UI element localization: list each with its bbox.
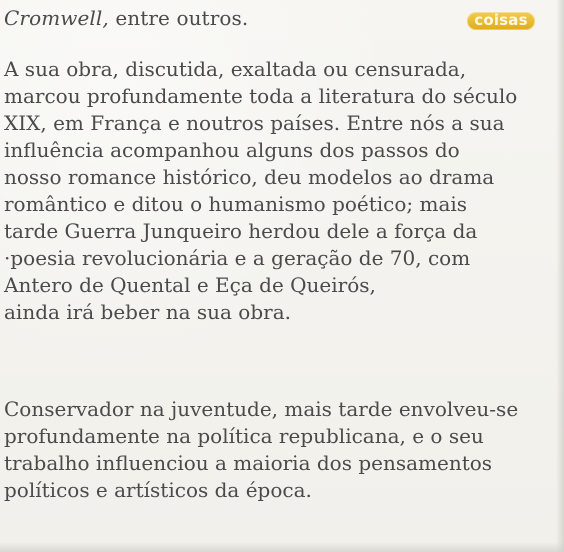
section-badge-label: coisas	[474, 11, 528, 29]
section-badge	[467, 12, 535, 30]
opening-line	[4, 4, 248, 32]
paragraph-1-line: marcou profundamente toda a literatura do século	[4, 84, 518, 108]
paragraph-1-line: ·poesia revolucionária e a geração de 70, com	[4, 246, 471, 270]
paragraph-1-line: nosso romance histórico, deu modelos ao drama	[4, 165, 495, 189]
paragraph-2-line: profundamente na política republicana, e o seu	[4, 424, 484, 448]
paragraph-1-line: A sua obra, discutida, exaltada ou censurada,	[4, 57, 467, 81]
paragraph-2-line: políticos e artísticos da época.	[4, 478, 312, 502]
paragraph-2-line: trabalho influenciou a maioria dos pensamentos	[4, 451, 493, 475]
paragraph-2-line: Conservador na juventude, mais tarde envolveu-se	[4, 397, 519, 421]
paragraph-1-line: Antero de Quental e Eça de Queirós,	[4, 273, 376, 297]
paragraph-2	[4, 396, 556, 504]
paragraph-1-line: tarde Guerra Junqueiro herdou dele a força da	[4, 219, 478, 243]
paragraph-1-line: influência acompanhou alguns dos passos do	[4, 138, 460, 162]
paragraph-1-line: romântico e ditou o humanismo poético; mais	[4, 192, 468, 216]
page-right-edge	[556, 0, 564, 552]
opening-title: Cromwell,	[4, 6, 109, 30]
opening-line-rest: entre outros.	[108, 6, 249, 30]
page-bottom-edge	[0, 542, 564, 552]
paragraph-1-line: XIX, em França e noutros países. Entre nós a sua	[4, 111, 505, 135]
paragraph-1-line: ainda irá beber na sua obra.	[4, 300, 291, 324]
paragraph-1	[4, 56, 556, 326]
